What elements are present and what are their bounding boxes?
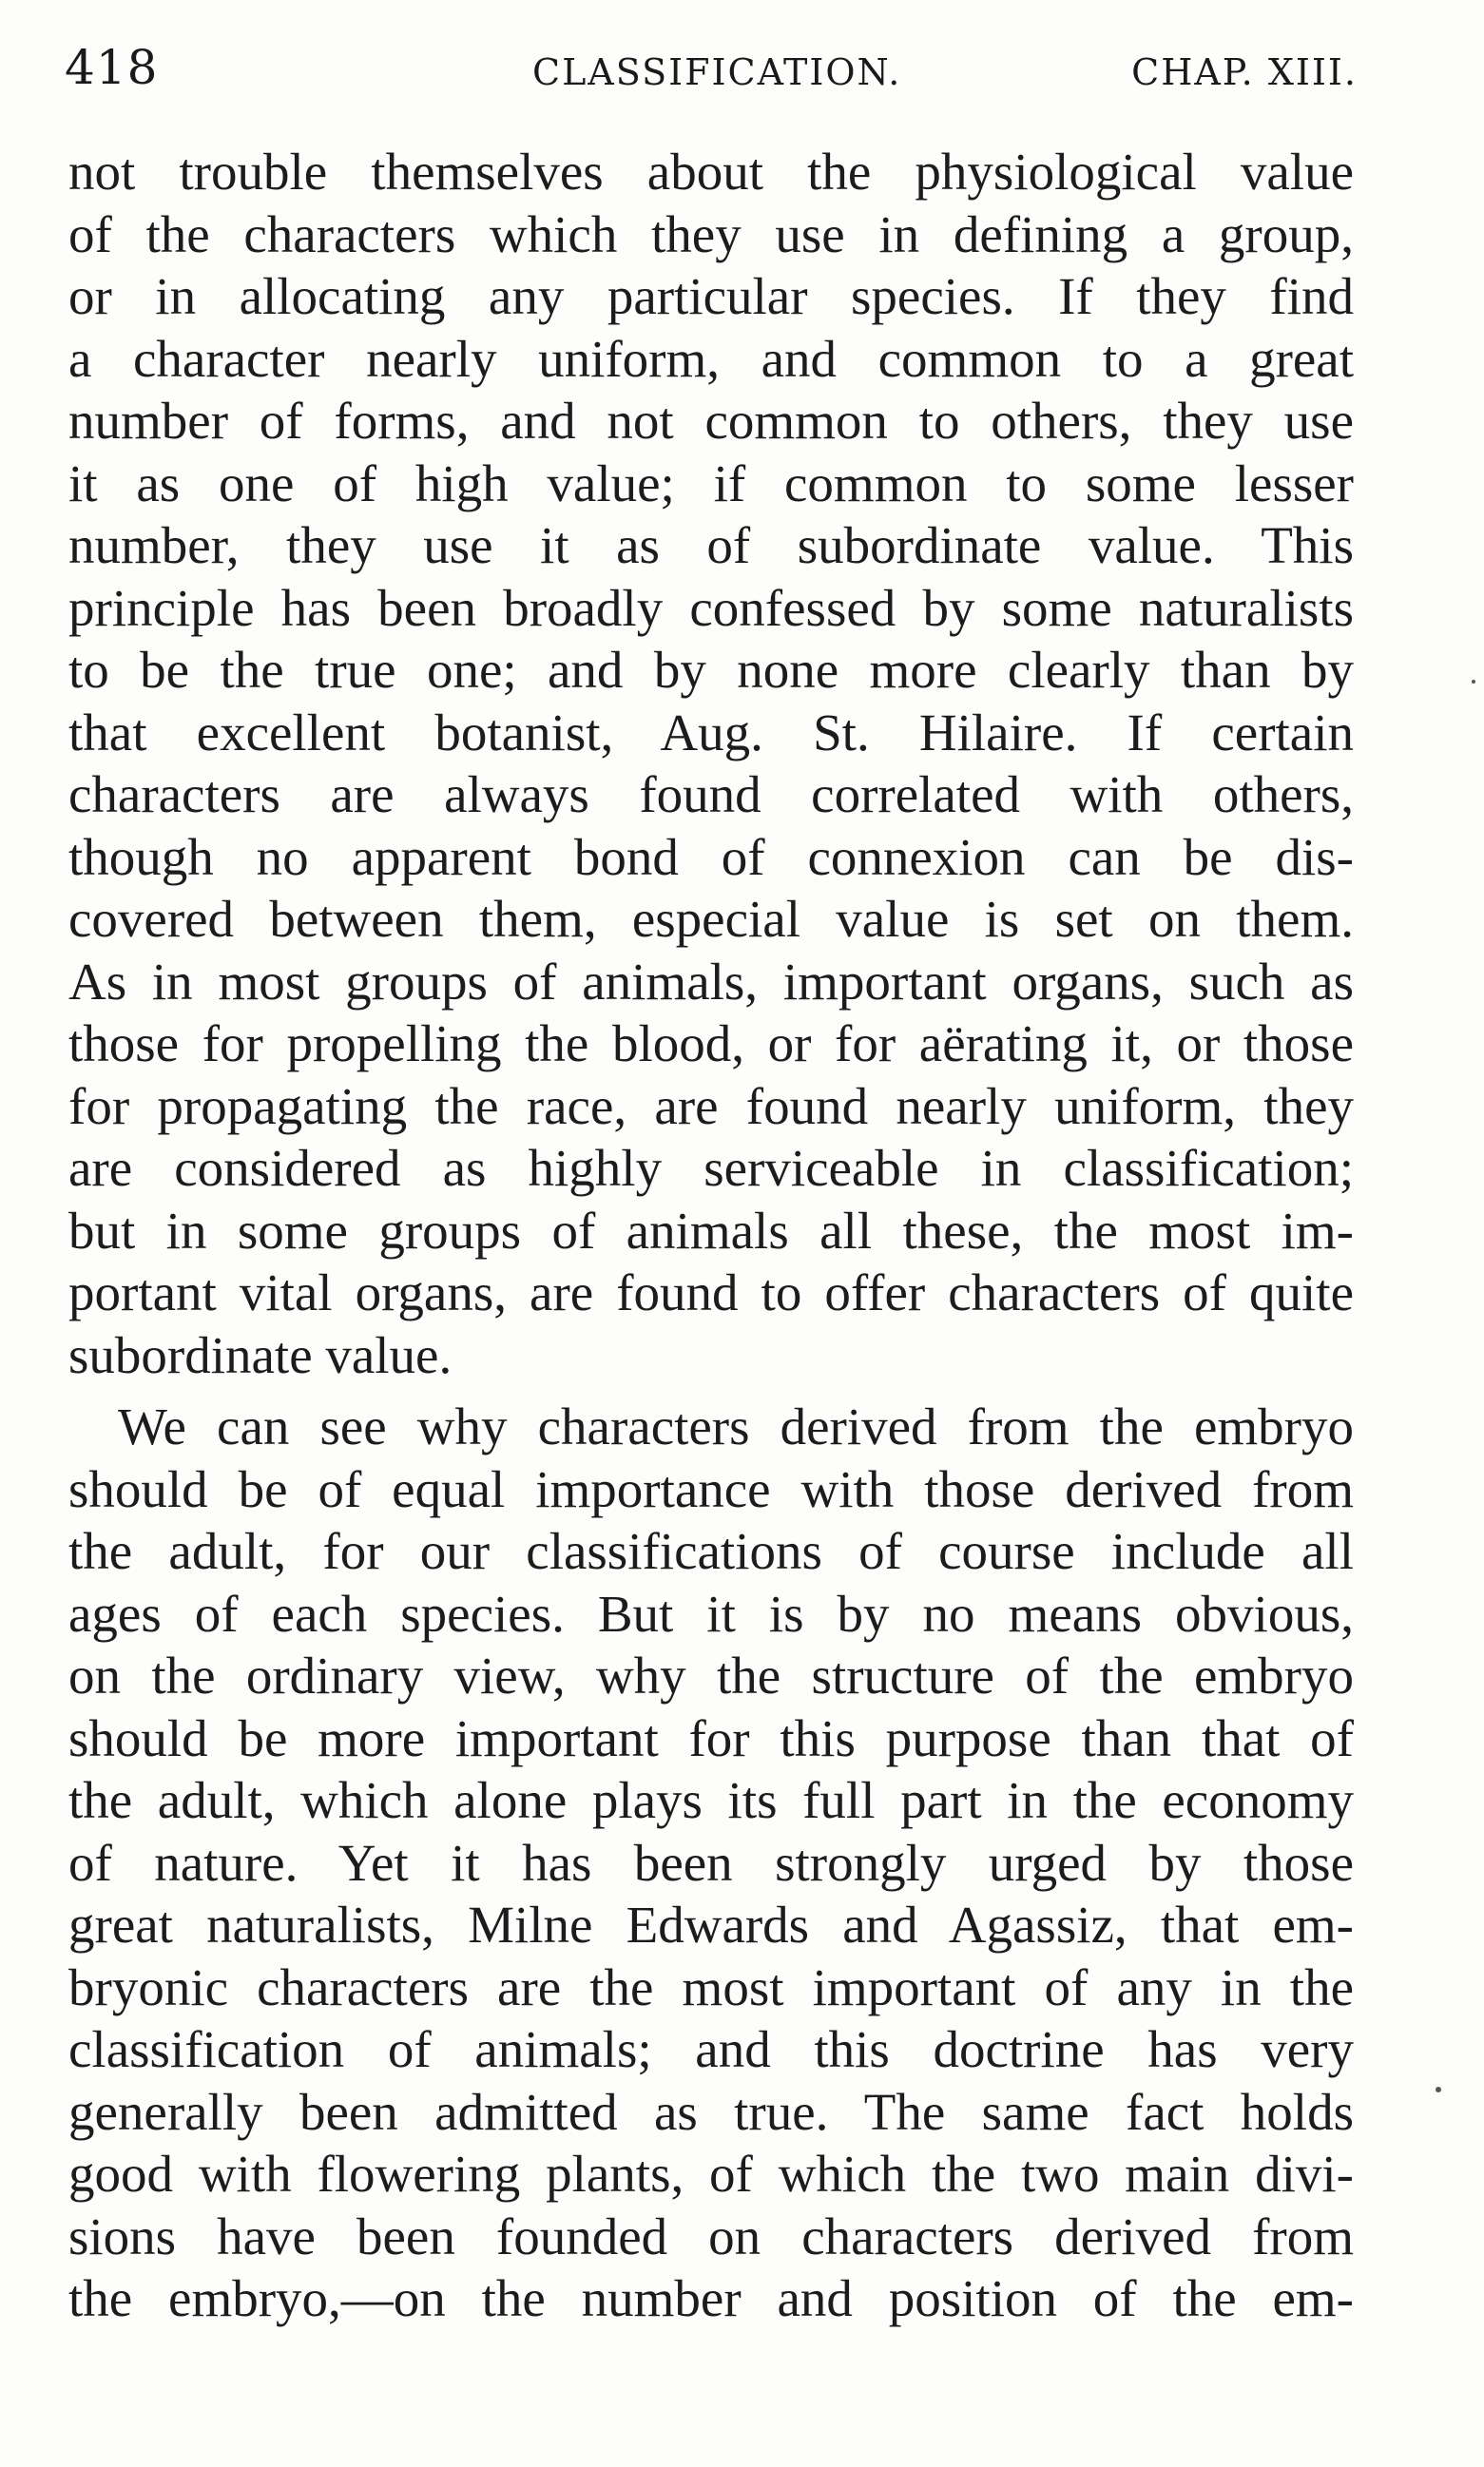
text-line: subordinate value. <box>68 1325 453 1384</box>
text-line: of the characters which they use in defining a group, <box>68 204 1354 263</box>
paragraph-gap <box>68 1386 1354 1396</box>
text-line: though no apparent bond of connexion can be dis- <box>68 827 1354 886</box>
text-line: great naturalists, Milne Edwards and Agassiz, that em- <box>68 1896 1354 1954</box>
text-line: those for propelling the blood, or for aërating it, or those <box>68 1014 1354 1072</box>
text-line: We can see why characters derived from the embryo <box>118 1397 1354 1455</box>
text-line: should be more important for this purpose than that of <box>68 1708 1354 1767</box>
page-header <box>65 34 1358 101</box>
text-line: characters are always found correlated with others, <box>68 765 1354 823</box>
text-line: a character nearly uniform, and common to a great <box>68 329 1354 388</box>
text-line: portant vital organs, are found to offer characters of quite <box>68 1263 1354 1321</box>
body-text <box>68 141 1354 2330</box>
margin-speck <box>1472 680 1475 684</box>
text-line: to be the true one; and by none more clearly than by <box>68 641 1354 699</box>
text-line: not trouble themselves about the physiological value <box>68 143 1354 201</box>
running-title: CLASSIFICATION. <box>532 51 902 93</box>
text-line: or in allocating any particular species. If they find <box>68 267 1354 325</box>
text-line: for propagating the race, are found nearly uniform, they <box>68 1076 1354 1135</box>
text-line: the adult, which alone plays its full part in the economy <box>68 1771 1354 1829</box>
text-line: generally been admitted as true. The same fact holds <box>68 2082 1354 2141</box>
text-line: are considered as highly serviceable in classification; <box>68 1139 1354 1197</box>
text-line: number, they use it as of subordinate value. This <box>68 516 1354 574</box>
text-line: should be of equal importance with those derived from <box>68 1459 1354 1518</box>
text-line: that excellent botanist, Aug. St. Hilaire. If certain <box>68 703 1354 761</box>
text-line: the embryo,—on the number and position of the em- <box>68 2269 1354 2327</box>
text-line: ages of each species. But it is by no means obvious, <box>68 1584 1354 1643</box>
text-line: covered between them, especial value is set on them. <box>68 890 1354 948</box>
text-line: sions have been founded on characters derived from <box>68 2207 1354 2265</box>
margin-speck <box>1436 2087 1441 2092</box>
text-line: classification of animals; and this doctrine has very <box>68 2020 1354 2078</box>
text-line: of nature. Yet it has been strongly urged by those <box>68 1833 1354 1892</box>
text-line: As in most groups of animals, important organs, such as <box>68 952 1354 1011</box>
text-line: principle has been broadly confessed by some naturalists <box>68 578 1354 637</box>
text-line: but in some groups of animals all these, the most im- <box>68 1201 1354 1260</box>
text-line: on the ordinary view, why the structure of the embryo <box>68 1647 1354 1705</box>
page-number: 418 <box>65 40 159 95</box>
paragraph-1 <box>68 141 1354 1386</box>
text-line: good with flowering plants, of which the two main divi- <box>68 2145 1354 2203</box>
text-line: it as one of high value; if common to some lesser <box>68 453 1354 512</box>
chapter-label: CHAP. XIII. <box>1131 51 1358 93</box>
paragraph-2 <box>68 1396 1354 2330</box>
text-line: number of forms, and not common to others, they use <box>68 392 1354 450</box>
text-line: the adult, for our classifications of course include all <box>68 1522 1354 1580</box>
text-line: bryonic characters are the most important of any in the <box>68 1957 1354 2016</box>
